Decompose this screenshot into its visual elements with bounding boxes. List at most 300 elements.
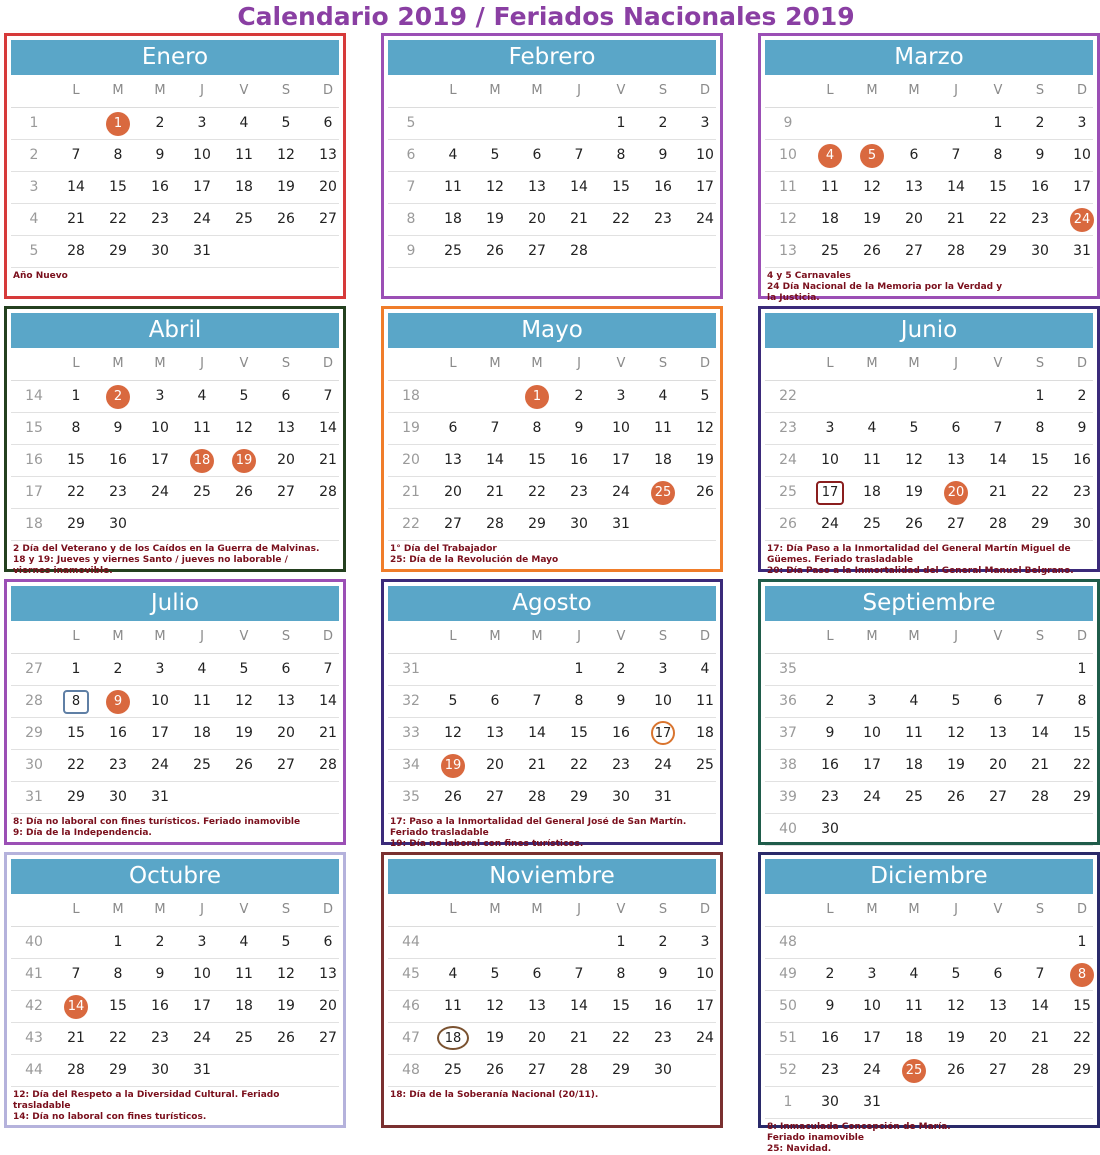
day-number: 24 <box>654 757 672 773</box>
month-title: Abril <box>11 313 339 348</box>
week-number: 2 <box>29 147 39 163</box>
day-number: 29 <box>67 789 85 805</box>
weekday-label: M <box>112 902 124 917</box>
day-cell <box>935 508 977 540</box>
day-number: 14 <box>1031 725 1049 741</box>
day-cell <box>977 1022 1019 1054</box>
day-number: 12 <box>277 966 295 982</box>
day-number: 13 <box>989 998 1007 1014</box>
holiday-note-line: 12: Día del Respeto a la Diversidad Cultural. Feriado <box>13 1090 280 1100</box>
holiday-note-line: 1° Día del Trabajador <box>390 544 497 554</box>
week-number: 16 <box>25 452 43 468</box>
day-cell <box>600 653 642 685</box>
day-number: 26 <box>486 243 504 259</box>
day-number: 25 <box>444 1062 462 1078</box>
day-number: 17 <box>612 452 630 468</box>
day-number: 11 <box>235 966 253 982</box>
day-cell <box>223 749 265 781</box>
day-number: 27 <box>947 516 965 532</box>
day-number: 30 <box>151 243 169 259</box>
day-cell <box>935 958 977 990</box>
week-row <box>765 508 1093 541</box>
week-number: 1 <box>29 115 39 131</box>
month-agosto <box>381 579 723 849</box>
day-number: 16 <box>654 179 672 195</box>
day-number: 15 <box>570 725 588 741</box>
day-number: 14 <box>67 179 85 195</box>
weekday-label: M <box>866 356 878 371</box>
weekday-label: V <box>616 902 626 917</box>
day-cell <box>600 412 642 444</box>
week-row <box>11 107 339 140</box>
day-cell <box>474 235 516 267</box>
day-number: 10 <box>612 420 630 436</box>
day-cell <box>55 1022 97 1054</box>
day-number: 20 <box>486 757 504 773</box>
day-number: 20 <box>989 757 1007 773</box>
day-cell <box>977 1054 1019 1086</box>
day-cell <box>432 717 474 749</box>
day-number: 4 <box>818 144 842 168</box>
day-number: 9 <box>155 966 165 982</box>
day-cell <box>181 926 223 958</box>
day-number: 11 <box>696 693 714 709</box>
week-number: 3 <box>29 179 39 195</box>
holiday-note-line: Güemes. Feriado trasladable <box>767 555 914 565</box>
day-number: 14 <box>947 179 965 195</box>
week-row <box>388 107 716 140</box>
week-number: 25 <box>779 484 797 500</box>
day-cell <box>684 926 726 958</box>
week-row <box>11 235 339 268</box>
holiday-note-line: viernes inamovible. <box>13 566 113 576</box>
weekday-label: V <box>616 629 626 644</box>
day-cell <box>1061 1054 1100 1086</box>
holiday-day-cell <box>516 380 558 412</box>
month-abril <box>4 306 346 576</box>
weekday-label: L <box>449 83 457 98</box>
day-number: 1 <box>993 115 1003 131</box>
day-cell <box>55 412 97 444</box>
week-number: 6 <box>406 147 416 163</box>
day-number: 17 <box>696 179 714 195</box>
week-row <box>388 235 716 268</box>
day-cell <box>55 203 97 235</box>
day-number: 18 <box>235 998 253 1014</box>
day-cell <box>474 685 516 717</box>
day-cell <box>516 508 558 540</box>
week-number: 29 <box>25 725 43 741</box>
day-number: 22 <box>570 757 588 773</box>
day-number: 23 <box>821 789 839 805</box>
week-row <box>11 203 339 236</box>
day-number: 2 <box>825 693 835 709</box>
day-cell <box>558 990 600 1022</box>
day-cell <box>558 476 600 508</box>
week-number: 7 <box>406 179 416 195</box>
weekday-label: S <box>658 356 668 371</box>
day-cell <box>307 171 349 203</box>
day-number: 10 <box>654 693 672 709</box>
weekday-label: M <box>112 83 124 98</box>
holiday-note-line: 9: Día de la Independencia. <box>13 828 152 838</box>
day-cell <box>432 139 474 171</box>
day-cell <box>307 990 349 1022</box>
holiday-note-line: 8: Inmaculada Concepción de María. <box>767 1122 951 1132</box>
day-number: 7 <box>1035 966 1045 982</box>
week-number: 15 <box>25 420 43 436</box>
day-cell <box>1061 235 1100 267</box>
day-cell <box>265 1022 307 1054</box>
month-junio <box>758 306 1100 576</box>
day-number: 12 <box>277 147 295 163</box>
day-cell <box>1061 444 1100 476</box>
day-number: 3 <box>658 661 668 677</box>
holiday-day-cell <box>1061 958 1100 990</box>
week-row <box>388 1022 716 1055</box>
week-row <box>11 958 339 991</box>
day-number: 28 <box>67 243 85 259</box>
day-number: 4 <box>700 661 710 677</box>
day-cell <box>809 171 851 203</box>
day-number: 10 <box>696 147 714 163</box>
day-number: 24 <box>1070 208 1094 232</box>
day-number: 27 <box>486 789 504 805</box>
day-number: 30 <box>654 1062 672 1078</box>
day-cell <box>851 781 893 813</box>
weekday-label: M <box>531 83 543 98</box>
day-number: 15 <box>528 452 546 468</box>
day-number: 5 <box>448 693 458 709</box>
day-cell <box>55 171 97 203</box>
day-number: 22 <box>1073 757 1091 773</box>
day-number: 5 <box>490 966 500 982</box>
day-cell <box>181 139 223 171</box>
weekday-label: L <box>72 83 80 98</box>
day-number: 21 <box>947 211 965 227</box>
week-number: 8 <box>406 211 416 227</box>
week-row <box>765 1022 1093 1055</box>
holiday-note-line: la Justicia. <box>767 293 820 303</box>
day-number: 23 <box>821 1062 839 1078</box>
day-cell <box>1061 139 1100 171</box>
weekday-label: V <box>993 902 1003 917</box>
day-number: 2 <box>106 385 130 409</box>
day-number: 12 <box>235 693 253 709</box>
day-cell <box>432 171 474 203</box>
week-row <box>765 380 1093 413</box>
day-number: 15 <box>1031 452 1049 468</box>
day-number: 19 <box>277 179 295 195</box>
week-row <box>765 685 1093 718</box>
weekday-label: M <box>112 356 124 371</box>
weekday-label: L <box>72 356 80 371</box>
day-cell <box>1019 107 1061 139</box>
week-number: 14 <box>25 388 43 404</box>
day-number: 20 <box>944 481 968 505</box>
month-title: Junio <box>765 313 1093 348</box>
weekday-label: J <box>577 902 581 917</box>
day-number: 15 <box>612 179 630 195</box>
day-cell <box>432 203 474 235</box>
weekday-label: J <box>200 902 204 917</box>
day-cell <box>307 749 349 781</box>
week-number: 48 <box>779 934 797 950</box>
day-number: 25 <box>444 243 462 259</box>
day-cell <box>97 476 139 508</box>
weekday-label: J <box>577 83 581 98</box>
day-number: 25 <box>905 789 923 805</box>
weekday-label: M <box>908 83 920 98</box>
day-number: 6 <box>323 115 333 131</box>
month-julio <box>4 579 346 845</box>
day-number: 7 <box>71 966 81 982</box>
day-cell <box>97 412 139 444</box>
day-number: 30 <box>821 821 839 837</box>
day-number: 29 <box>989 243 1007 259</box>
day-cell <box>977 171 1019 203</box>
weekday-label: J <box>200 356 204 371</box>
week-row <box>388 653 716 686</box>
week-row <box>765 1086 1093 1119</box>
day-number: 27 <box>528 243 546 259</box>
day-number: 12 <box>486 998 504 1014</box>
month-noviembre <box>381 852 723 1128</box>
day-number: 21 <box>1031 757 1049 773</box>
day-cell <box>684 958 726 990</box>
day-cell <box>139 717 181 749</box>
day-number: 2 <box>574 388 584 404</box>
weekday-label: M <box>866 902 878 917</box>
weekday-label: J <box>954 356 958 371</box>
day-cell <box>558 1054 600 1086</box>
weekday-label: J <box>954 83 958 98</box>
day-number: 16 <box>821 1030 839 1046</box>
day-cell <box>1019 171 1061 203</box>
day-cell <box>55 749 97 781</box>
day-number: 23 <box>151 1030 169 1046</box>
week-row <box>765 235 1093 268</box>
weekday-label: S <box>1035 902 1045 917</box>
weekday-header-row <box>388 75 716 108</box>
day-number: 30 <box>151 1062 169 1078</box>
day-cell <box>1019 1054 1061 1086</box>
day-cell <box>935 781 977 813</box>
day-cell <box>809 412 851 444</box>
day-cell <box>935 749 977 781</box>
day-cell <box>307 685 349 717</box>
day-number: 13 <box>486 725 504 741</box>
day-number: 23 <box>612 757 630 773</box>
day-cell <box>809 990 851 1022</box>
week-row <box>11 444 339 477</box>
day-cell <box>1061 653 1100 685</box>
week-number: 27 <box>25 661 43 677</box>
holiday-note-line: 18 y 19: Jueves y viernes Santo / jueves no laborable / <box>13 555 288 565</box>
day-cell <box>97 1054 139 1086</box>
day-cell <box>474 1054 516 1086</box>
week-row <box>765 139 1093 172</box>
day-number: 18 <box>696 725 714 741</box>
week-number: 52 <box>779 1062 797 1078</box>
day-cell <box>893 139 935 171</box>
day-number: 23 <box>654 211 672 227</box>
day-number: 4 <box>448 147 458 163</box>
day-cell <box>1061 171 1100 203</box>
weekday-label: D <box>1076 83 1087 98</box>
week-number: 26 <box>779 516 797 532</box>
day-cell <box>1019 139 1061 171</box>
day-number: 2 <box>658 115 668 131</box>
day-number: 19 <box>863 211 881 227</box>
day-cell <box>139 171 181 203</box>
day-cell <box>223 107 265 139</box>
day-number: 16 <box>821 757 839 773</box>
day-number: 25 <box>651 481 675 505</box>
day-number: 28 <box>989 516 1007 532</box>
day-cell <box>893 1022 935 1054</box>
day-number: 10 <box>151 693 169 709</box>
day-cell <box>977 107 1019 139</box>
day-number: 10 <box>151 420 169 436</box>
day-cell <box>977 958 1019 990</box>
day-number: 17 <box>151 452 169 468</box>
day-cell <box>809 1054 851 1086</box>
day-cell <box>809 717 851 749</box>
day-cell <box>935 685 977 717</box>
day-cell <box>600 926 642 958</box>
day-cell <box>600 107 642 139</box>
day-number: 9 <box>1077 420 1087 436</box>
day-cell <box>265 958 307 990</box>
week-row <box>765 749 1093 782</box>
weekday-label: V <box>616 356 626 371</box>
day-cell <box>55 781 97 813</box>
day-number: 17 <box>696 998 714 1014</box>
day-number: 17 <box>863 757 881 773</box>
day-cell <box>432 685 474 717</box>
holiday-note-line: 14: Día no laboral con fines turísticos. <box>13 1112 207 1122</box>
holiday-notes <box>13 544 337 577</box>
month-title: Agosto <box>388 586 716 621</box>
day-cell <box>307 139 349 171</box>
weekday-label: V <box>993 629 1003 644</box>
day-cell <box>558 653 600 685</box>
day-number: 21 <box>67 1030 85 1046</box>
day-cell <box>600 139 642 171</box>
day-cell <box>97 926 139 958</box>
day-number: 29 <box>1073 789 1091 805</box>
day-cell <box>809 1086 851 1118</box>
day-cell <box>1019 749 1061 781</box>
holiday-note-line: 20: Día Paso a la Inmortalidad del General Manuel Belgrano. <box>767 566 1074 576</box>
day-number: 7 <box>323 388 333 404</box>
holiday-day-cell <box>851 139 893 171</box>
day-number: 11 <box>863 452 881 468</box>
day-number: 18 <box>444 211 462 227</box>
day-cell <box>977 444 1019 476</box>
day-number: 7 <box>574 966 584 982</box>
day-cell <box>55 444 97 476</box>
day-number: 13 <box>277 693 295 709</box>
weekday-label: S <box>1035 83 1045 98</box>
day-number: 29 <box>1031 516 1049 532</box>
day-number: 7 <box>71 147 81 163</box>
day-number: 20 <box>277 452 295 468</box>
weekday-label: D <box>699 629 710 644</box>
day-cell <box>1019 380 1061 412</box>
month-mayo <box>381 306 723 572</box>
day-cell <box>558 380 600 412</box>
day-cell <box>265 717 307 749</box>
day-number: 9 <box>574 420 584 436</box>
day-number: 20 <box>528 211 546 227</box>
day-number: 24 <box>151 757 169 773</box>
holiday-note-line: 24 Día Nacional de la Memoria por la Verdad y <box>767 282 1003 292</box>
month-title: Marzo <box>765 40 1093 75</box>
day-number: 27 <box>989 1062 1007 1078</box>
day-number: 10 <box>193 966 211 982</box>
day-cell <box>432 235 474 267</box>
weekday-label: M <box>531 356 543 371</box>
weekday-label: M <box>489 629 501 644</box>
day-number: 20 <box>319 179 337 195</box>
week-number: 38 <box>779 757 797 773</box>
weekday-label: V <box>239 629 249 644</box>
day-number: 22 <box>67 484 85 500</box>
day-number: 26 <box>235 484 253 500</box>
day-cell <box>558 139 600 171</box>
week-row <box>11 1054 339 1087</box>
day-number: 22 <box>989 211 1007 227</box>
day-cell <box>516 1022 558 1054</box>
day-number: 19 <box>235 725 253 741</box>
month-title: Mayo <box>388 313 716 348</box>
week-number: 9 <box>406 243 416 259</box>
day-cell <box>432 476 474 508</box>
week-number: 40 <box>779 821 797 837</box>
day-cell <box>977 476 1019 508</box>
day-number: 24 <box>193 1030 211 1046</box>
day-number: 9 <box>825 998 835 1014</box>
day-number: 6 <box>993 966 1003 982</box>
day-number: 30 <box>612 789 630 805</box>
day-number: 8 <box>113 966 123 982</box>
month-septiembre <box>758 579 1100 845</box>
day-number: 16 <box>570 452 588 468</box>
weekday-header-row <box>765 348 1093 381</box>
day-cell <box>516 412 558 444</box>
day-number: 28 <box>528 789 546 805</box>
day-number: 4 <box>448 966 458 982</box>
week-row <box>388 958 716 991</box>
day-number: 2 <box>658 934 668 950</box>
day-cell <box>181 235 223 267</box>
day-cell <box>55 653 97 685</box>
day-number: 23 <box>109 757 127 773</box>
day-cell <box>97 444 139 476</box>
week-number: 1 <box>783 1094 793 1110</box>
day-number: 28 <box>319 757 337 773</box>
day-number: 26 <box>277 211 295 227</box>
weekday-label: S <box>1035 356 1045 371</box>
day-number: 21 <box>1031 1030 1049 1046</box>
day-cell <box>600 1054 642 1086</box>
day-cell <box>97 958 139 990</box>
week-number: 18 <box>25 516 43 532</box>
day-number: 7 <box>323 661 333 677</box>
weekday-label: M <box>154 629 166 644</box>
